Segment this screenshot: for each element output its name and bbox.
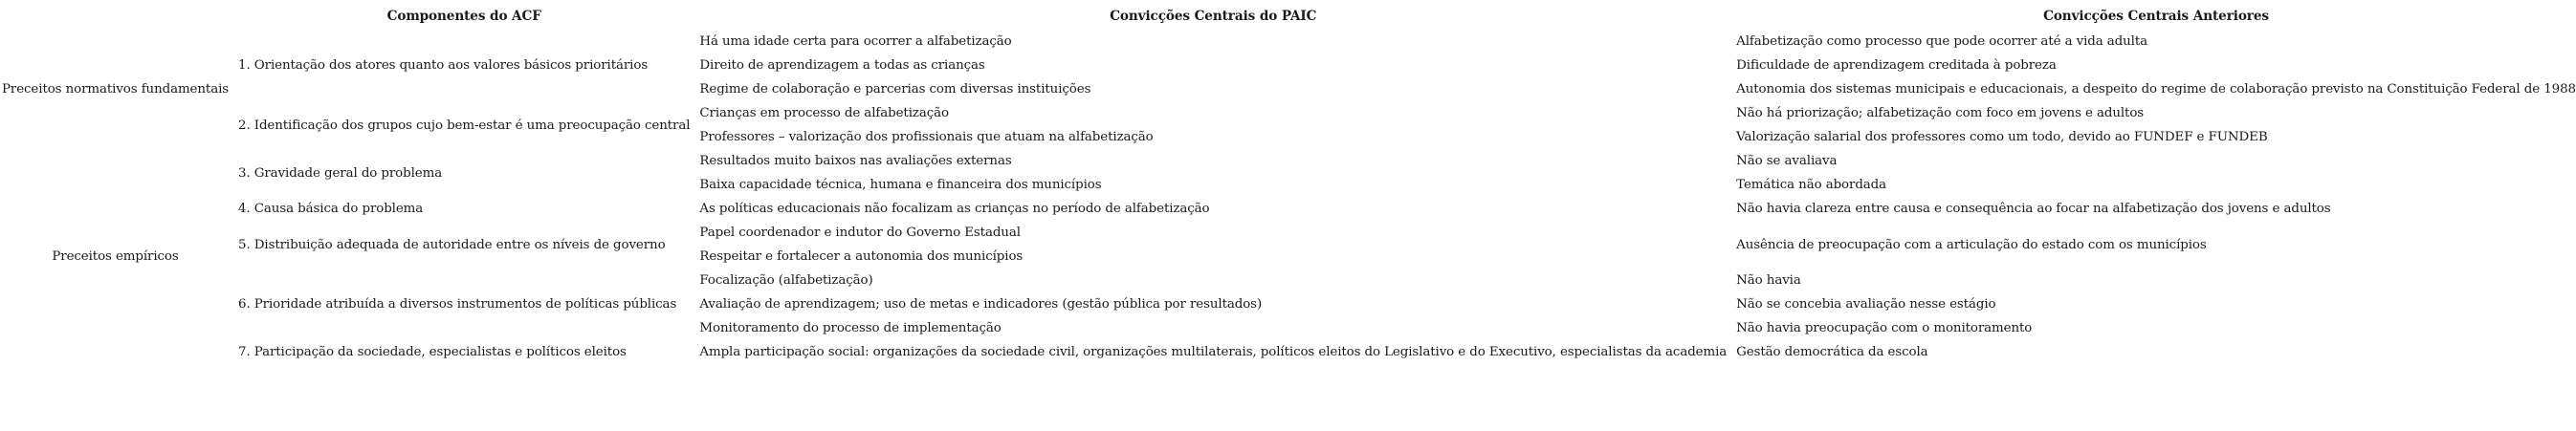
table-header-row <box>0 3 2576 30</box>
anterior-cell: Não havia preocupação com o monitoramento <box>1736 321 2033 335</box>
acf-comparison-table <box>0 3 2576 364</box>
table-row <box>0 221 2576 245</box>
componente-cell: 2. Identificação dos grupos cujo bem-estar é uma preocupação central <box>238 118 691 133</box>
anterior-cell: Ausência de preocupação com a articulação do estado com os municípios <box>1736 237 2207 252</box>
table-row <box>0 101 2576 125</box>
componente-cell: 6. Prioridade atribuída a diversos instrumentos de políticas públicas <box>238 297 677 312</box>
anterior-cell: Autonomia dos sistemas municipais e educacionais, a despeito do regime de colaboração previsto na Constituição Federal de 1988 <box>1736 82 2576 97</box>
table-row <box>0 340 2576 364</box>
preceitos-empiricos-cell: Preceitos empíricos <box>52 249 179 264</box>
anterior-cell: Não se avaliava <box>1736 154 1838 168</box>
paic-cell: Professores – valorização dos profissionais que atuam na alfabetização <box>699 130 1154 144</box>
paic-cell: Crianças em processo de alfabetização <box>699 106 949 120</box>
paic-cell: Papel coordenador e indutor do Governo Estadual <box>699 226 1021 240</box>
header-anteriores: Convicções Centrais Anteriores <box>2043 9 2269 24</box>
paic-cell: Baixa capacidade técnica, humana e financeira dos municípios <box>699 178 1102 192</box>
componente-cell: 5. Distribuição adequada de autoridade entre os níveis de governo <box>238 237 666 252</box>
table-row <box>0 30 2576 54</box>
header-paic: Convicções Centrais do PAIC <box>1110 9 1317 24</box>
paic-cell: Respeitar e fortalecer a autonomia dos municípios <box>699 249 1024 264</box>
paic-cell: Direito de aprendizagem a todas as crianças <box>699 58 985 73</box>
anterior-cell: Não havia clareza entre causa e consequência ao focar na alfabetização dos jovens e adultos <box>1736 202 2331 216</box>
paic-cell: Focalização (alfabetização) <box>699 273 873 288</box>
anterior-cell: Gestão democrática da escola <box>1736 345 1928 359</box>
anterior-cell: Temática não abordada <box>1736 178 1887 192</box>
anterior-cell: Não há priorização; alfabetização com foco em jovens e adultos <box>1736 106 2145 120</box>
header-preceitos <box>0 3 231 30</box>
paic-cell: Ampla participação social: organizações da sociedade civil, organizações multilaterais, políticos eleitos do Legislativo e do Executivo, especialistas da academia <box>699 345 1728 359</box>
anterior-cell: Não se concebia avaliação nesse estágio <box>1736 297 1996 312</box>
paic-cell: As políticas educacionais não focalizam as crianças no período de alfabetização <box>699 202 1210 216</box>
anterior-cell: Dificuldade de aprendizagem creditada à pobreza <box>1736 58 2057 73</box>
header-componentes: Componentes do ACF <box>386 9 541 24</box>
paic-cell: Há uma idade certa para ocorrer a alfabetização <box>699 34 1012 49</box>
componente-cell: 4. Causa básica do problema <box>238 202 424 216</box>
anterior-cell: Alfabetização como processo que pode ocorrer até a vida adulta <box>1736 34 2148 49</box>
anterior-cell: Não havia <box>1736 273 1801 288</box>
preceitos-normativos-cell: Preceitos normativos fundamentais <box>2 82 230 97</box>
paic-cell: Avaliação de aprendizagem; uso de metas e indicadores (gestão pública por resultados) <box>699 297 1263 312</box>
componente-cell: 7. Participação da sociedade, especialistas e políticos eleitos <box>238 345 627 359</box>
componente-cell: 1. Orientação dos atores quanto aos valores básicos prioritários <box>238 58 649 73</box>
anterior-cell: Valorização salarial dos professores como um todo, devido ao FUNDEF e FUNDEB <box>1736 130 2268 144</box>
table-row <box>0 269 2576 292</box>
paic-cell: Resultados muito baixos nas avaliações externas <box>699 154 1012 168</box>
table-row <box>0 149 2576 173</box>
componente-cell: 3. Gravidade geral do problema <box>238 165 443 181</box>
table-row <box>0 197 2576 221</box>
paic-cell: Monitoramento do processo de implementação <box>699 321 1002 335</box>
paic-cell: Regime de colaboração e parcerias com diversas instituições <box>699 82 1091 97</box>
